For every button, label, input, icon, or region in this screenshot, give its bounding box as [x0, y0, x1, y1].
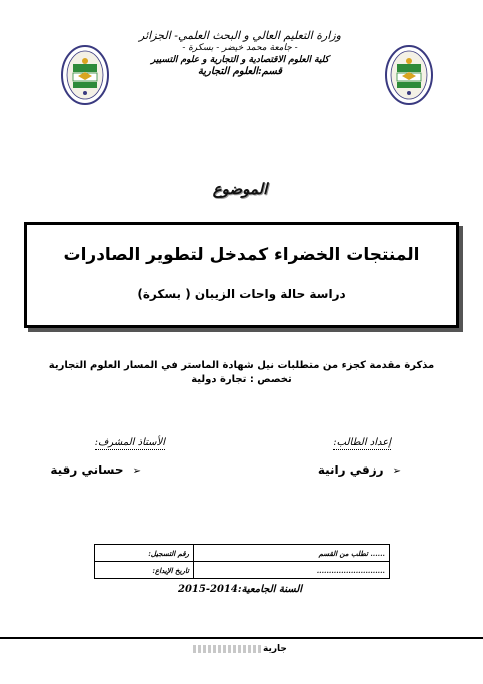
thesis-title: المنتجات الخضراء كمدخل لتطوير الصادرات: [63, 245, 420, 265]
thesis-subtitle: دراسة حالة واحات الزيبان ( بسكرة): [137, 287, 346, 301]
student-name: رزقي رانية: [317, 463, 384, 477]
deposit-date-label: تاريخ الإيداع:: [95, 562, 194, 579]
supervisor-name: حساني رقية: [50, 463, 124, 477]
registration-value: ...... تطلب من القسم: [194, 545, 390, 562]
title-box: [24, 222, 459, 328]
footer-text: [190, 644, 287, 654]
faded-text-artifact: [193, 645, 263, 653]
academic-year: السنة الجامعية:2014-2015: [177, 584, 303, 595]
subject-heading: الموضوع: [212, 180, 268, 198]
table-row: [95, 562, 390, 579]
thesis-statement: مذكرة مقدمة كجزء من متطلبات نيل شهادة الماستر في المسار العلوم التجارية: [48, 360, 435, 371]
department-line: قسم:العلوم التجارية: [197, 66, 283, 77]
student-label: إعداد الطالب:: [333, 437, 391, 448]
deposit-date-value: ............................: [194, 562, 390, 579]
university-logo-right: [384, 44, 434, 106]
footer-word: جارية: [263, 644, 287, 654]
university-header: [120, 30, 360, 78]
supervisor-entry: [50, 459, 141, 478]
registration-label: رقم التسجيل:: [95, 545, 194, 562]
student-label-wrap: [333, 430, 391, 449]
specialization-line: تخصص : تجارة دولية: [191, 374, 292, 385]
university-line: - جامعة محمد خيضر - بسكرة -: [182, 43, 298, 53]
arrow-bullet-icon: ➢: [132, 466, 141, 477]
ministry-line: وزارة التعليم العالي و البحث العلمي- الجزائر: [139, 29, 341, 42]
faculty-line: كلية العلوم الاقتصادية و التجارية و علوم التسيير: [151, 55, 329, 65]
table-row: [95, 545, 390, 562]
supervisor-label: الأستاذ المشرف:: [94, 437, 165, 448]
registration-table: [94, 544, 390, 579]
page-divider: [0, 637, 483, 639]
student-entry: [318, 459, 401, 478]
university-logo-left: [60, 44, 110, 106]
arrow-bullet-icon: ➢: [392, 466, 401, 477]
supervisor-label-wrap: [95, 430, 165, 449]
